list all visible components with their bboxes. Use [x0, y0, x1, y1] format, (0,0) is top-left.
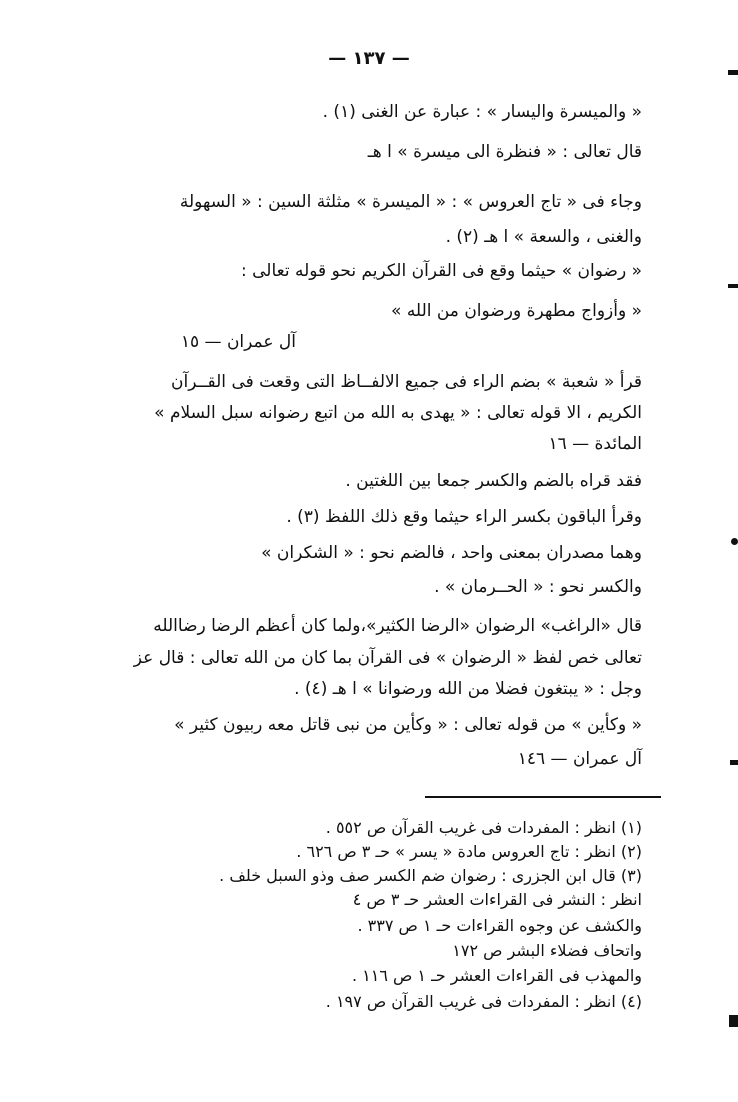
body-line: وجاء فى « تاج العروس » : « الميسرة » مثلثة السين : « السهولة	[179, 192, 642, 212]
body-line: آل عمران — ١٥	[180, 332, 296, 352]
scan-mark	[730, 760, 738, 765]
footnote-line: واتحاف فضلاء البشر ص ١٧٢	[452, 941, 642, 960]
body-line: وجل : « يبتغون فضلا من الله ورضوانا » ا هـ (٤) .	[294, 679, 642, 699]
footnote-line: والمهذب فى القراءات العشر حـ ١ ص ١١٦ .	[351, 966, 642, 985]
scan-mark	[731, 538, 738, 545]
footnote-line: (٢) انظر : تاج العروس مادة « يسر » حـ ٣ ص ٦٢٦ .	[296, 842, 642, 861]
scan-mark	[728, 284, 738, 288]
footnote-line: والكشف عن وجوه القراءات حـ ١ ص ٣٣٧ .	[357, 916, 642, 935]
body-line: تعالى خص لفظ « الرضوان » فى القرآن بما كان من الله تعالى : قال عز	[133, 648, 642, 668]
body-line: فقد قراه بالضم والكسر جمعا بين اللغتين .	[345, 471, 642, 491]
body-line: « رضوان » حيثما وقع فى القرآن الكريم نحو قوله تعالى :	[240, 261, 642, 281]
body-line: « وكأين » من قوله تعالى : « وكأين من نبى قاتل معه ربيون كثير »	[174, 715, 642, 735]
footnote-line: (٣) قال ابن الجزرى : رضوان ضم الكسر صف وذو السبل خلف .	[219, 866, 642, 885]
footnote-separator	[425, 796, 661, 798]
scan-mark	[729, 1015, 738, 1027]
body-line: وقرأ الباقون بكسر الراء حيثما وقع ذلك اللفظ (٣) .	[286, 507, 642, 527]
footnote-line: (١) انظر : المفردات فى غريب القرآن ص ٥٥٢ .	[325, 818, 642, 837]
body-line: الكريم ، الا قوله تعالى : « يهدى به الله من اتبع رضوانه سبل السلام »	[154, 403, 642, 423]
body-line: وهما مصدران بمعنى واحد ، فالضم نحو : « الشكران »	[261, 543, 642, 563]
body-line: قال «الراغب» الرضوان «الرضا الكثير»،ولما كان أعظم الرضا رضاالله	[153, 616, 642, 636]
body-line: والكسر نحو : « الحــرمان » .	[434, 577, 642, 597]
body-line: قرأ « شعبة » بضم الراء فى جميع الالفــاظ التى وقعت فى القــرآن	[170, 372, 642, 392]
body-line: آل عمران — ١٤٦	[517, 749, 642, 769]
body-line: والغنى ، والسعة » ا هـ (٢) .	[445, 227, 642, 247]
body-line: « وأزواج مطهرة ورضوان من الله »	[391, 301, 642, 321]
footnote-line: انظر : النشر فى القراءات العشر حـ ٣ ص ٤	[352, 890, 642, 909]
scan-mark	[728, 70, 738, 75]
footnote-line: (٤) انظر : المفردات فى غريب القرآن ص ١٩٧ .	[325, 992, 642, 1011]
body-line: قال تعالى : « فنظرة الى ميسرة » ا هـ	[367, 142, 642, 162]
body-line: المائدة — ١٦	[548, 434, 642, 454]
body-line: « والميسرة واليسار » : عبارة عن الغنى (١) .	[322, 102, 642, 122]
page-number: — ١٣٧ —	[328, 48, 410, 69]
